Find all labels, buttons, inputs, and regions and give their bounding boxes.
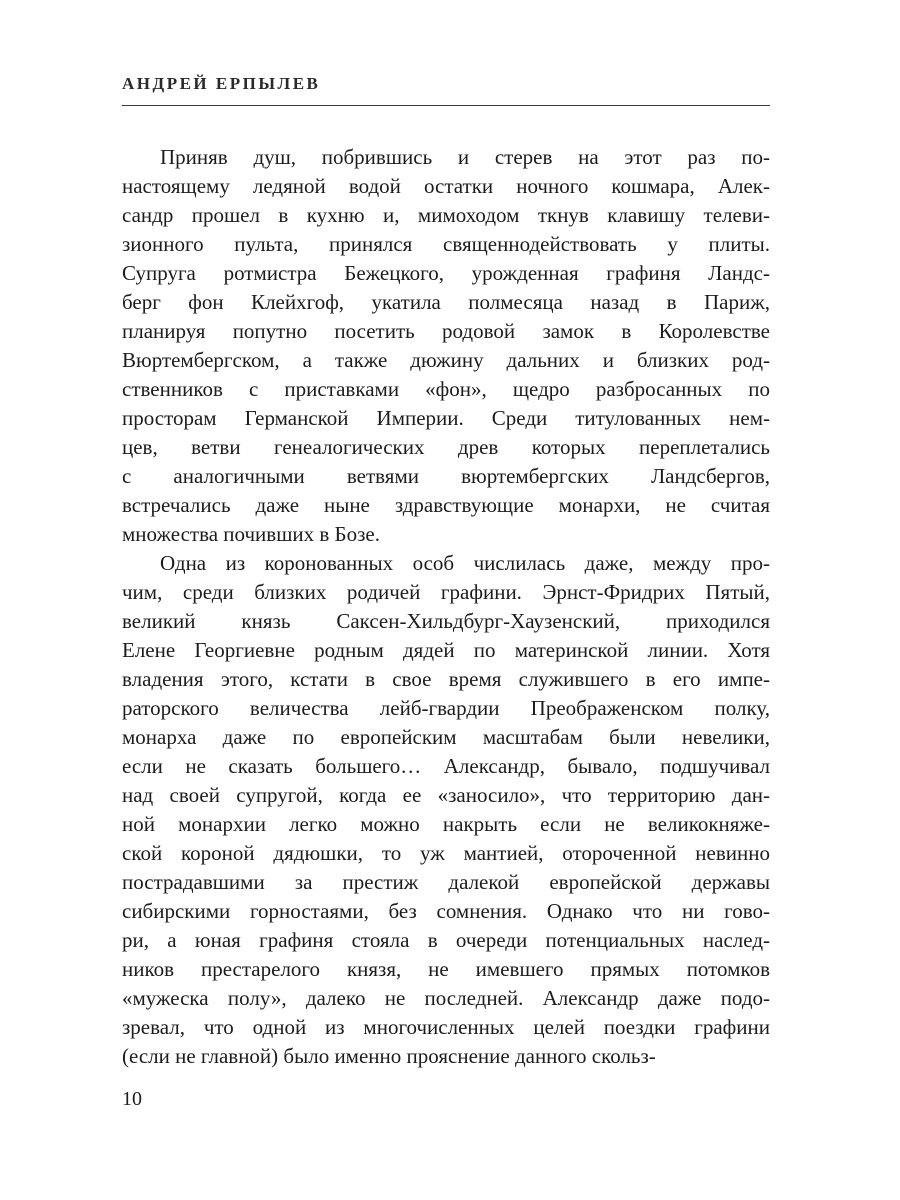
text-line: пострадавшими за престиж далекой европейской державы (122, 870, 770, 894)
text-line: ской короной дядюшки, то уж мантией, отороченной невинно (122, 841, 770, 865)
text-line: с аналогичными ветвями вюртембергских Ландсбергов, (122, 464, 770, 488)
running-head-author: АНДРЕЙ ЕРПЫЛЕВ (122, 74, 321, 93)
text-line: цев, ветви генеалогических древ которых переплетались (122, 435, 770, 459)
text-line: ников престарелого князя, не имевшего прямых потомков (122, 957, 770, 981)
paragraph (122, 549, 770, 1071)
text-line: владения этого, кстати в свое время служившего в его импе- (122, 667, 770, 691)
page-footer (122, 1088, 770, 1111)
text-line: встречались даже ныне здравствующие монархи, не считая (122, 493, 770, 517)
text-line: ри, а юная графиня стояла в очереди потенциальных наслед- (122, 928, 770, 952)
text-line: если не сказать большего… Александр, бывало, подшучивал (122, 754, 770, 778)
text-line: Вюртембергском, а также дюжину дальних и близких род- (122, 348, 770, 372)
text-line: сибирскими горностаями, без сомнения. Однако что ни гово- (122, 899, 770, 923)
page-header (122, 74, 770, 106)
text-line: берг фон Клейхгоф, укатила полмесяца назад в Париж, (122, 290, 770, 314)
paragraph (122, 143, 770, 549)
text-line: «мужеска полу», далеко не последней. Александр даже подо- (122, 986, 770, 1010)
text-line: над своей супругой, когда ее «заносило», что территорию дан- (122, 783, 770, 807)
page-number: 10 (122, 1088, 142, 1110)
header-rule (122, 105, 770, 106)
body-text (122, 143, 770, 1071)
text-line: чим, среди близких родичей графини. Эрнст-Фридрих Пятый, (122, 580, 770, 604)
text-line: Одна из коронованных особ числилась даже, между про- (160, 551, 770, 575)
text-line: монарха даже по европейским масштабам были невелики, (122, 725, 770, 749)
text-line: настоящему ледяной водой остатки ночного кошмара, Алек- (122, 174, 770, 198)
text-line: Елене Георгиевне родным дядей по материнской линии. Хотя (122, 638, 770, 662)
text-line: (если не главной) было именно прояснение данного скольз- (122, 1044, 656, 1068)
text-line: зионного пульта, принялся священнодействовать у плиты. (122, 232, 770, 256)
text-line: Супруга ротмистра Бежецкого, урожденная графиня Ландс- (122, 261, 770, 285)
text-line: ственников с приставками «фон», щедро разбросанных по (122, 377, 770, 401)
text-line: сандр прошел в кухню и, мимоходом ткнув клавишу телеви- (122, 203, 770, 227)
text-line: ной монархии легко можно накрыть если не великокняже- (122, 812, 770, 836)
text-line: раторского величества лейб-гвардии Преображенском полку, (122, 696, 770, 720)
text-line: множества почивших в Бозе. (122, 522, 380, 546)
text-line: просторам Германской Империи. Среди титулованных нем- (122, 406, 770, 430)
text-line: Приняв душ, побрившись и стерев на этот раз по- (160, 145, 770, 169)
text-line: планируя попутно посетить родовой замок в Королевстве (122, 319, 770, 343)
text-line: великий князь Саксен-Хильдбург-Хаузенский, приходился (122, 609, 770, 633)
text-line: зревал, что одной из многочисленных целей поездки графини (122, 1015, 770, 1039)
